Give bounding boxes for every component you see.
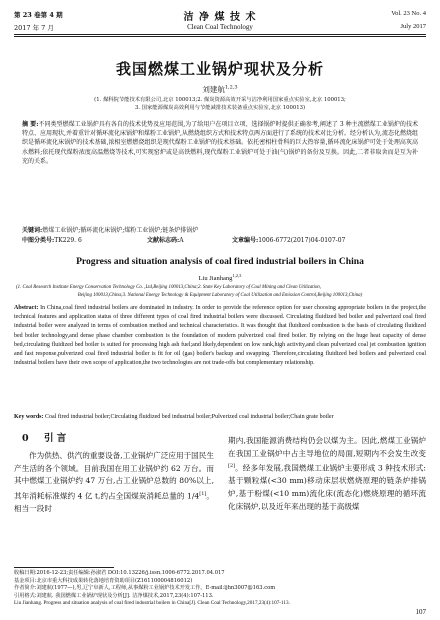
header-rule-top — [14, 34, 426, 35]
abstract-en-label: Abstract: — [14, 305, 39, 311]
abstract-en — [14, 304, 426, 368]
journal-name-en: Clean Coal Technology — [187, 23, 253, 31]
section-left-column — [14, 430, 214, 516]
author-en — [0, 273, 440, 282]
intro-paragraph-right: 期内,我国能源消费结构仍会以煤为主。因此,燃煤工业锅炉在我国工业锅炉中占主导地位的局面,短期内不会发生改变[2]。经多年发展,我国燃煤工业锅炉主要形成 3 种技术形式:基于颗粒煤(<30 mm)移动床层状燃烧原理的链条炉排锅炉,基于粉煤(<10 mm)流化床(流态化)燃烧原理的循环流化床锅炉,以及近年来出现的基于高级煤 — [228, 436, 426, 511]
author-name-en: Liu Jianhang — [198, 275, 233, 283]
footnote-author-bio: 作者简介:刘建航(1977—),男,辽宁阜新人,工程师,从事煤粉工业锅炉技术开发工作。E-mail:ljhn3007@163.com — [14, 585, 276, 592]
section-right-column — [228, 435, 426, 513]
author-name-cn: 刘建航 — [202, 85, 225, 94]
footnote-citation-en: Liu Jianhang. Progress and situation analysis of coal fired industrial boilers in China[J]. Clean Coal Technology,2017,23(4):107-113. — [14, 600, 290, 607]
footnote-rule — [14, 567, 114, 568]
article-title-en: Progress and situation analysis of coal fired industrial boilers in China — [76, 256, 364, 267]
keywords-cn-text: 燃煤工业锅炉;循环流化床锅炉;煤粉工业锅炉;链条炉排锅炉 — [42, 227, 199, 234]
keywords-cn-label: 关键词: — [22, 227, 43, 234]
classification-cn — [22, 236, 418, 246]
keywords-en — [14, 413, 426, 422]
author-cn — [0, 84, 440, 95]
abstract-cn-text: 不同类型燃煤工业锅炉具有各自的技术优势及应用范围,为了给用户在项目立项、选择锅炉时提供正确参考,阐述了 3 种主流燃煤工业锅炉的技术特点、应用现状,并着重针对循环流化床锅炉和煤粉工业锅炉,从燃烧组织方式和技术特点两方面进行了系统的技术对比分析。经分析认为,流态化燃烧组织是循环流化床锅炉的技术基础,浓相室燃燃烧组织是现代煤粉工业锅炉的技术基础。依托密相柱骨科的巨大热容量,循环流化床锅炉可处于处理高灰高水燃料;依托现代煤粉浓度高温燃烧等技术,可实现窑炉或是高铁燃料,现代煤粉工业锅炉可处于油(气)锅炉的备份及互换。因此,二者非取舍而是互为补充的关系。 — [22, 121, 418, 165]
volume-issue-en: Vol. 23 No. 4 — [391, 10, 426, 17]
running-header-top — [14, 10, 426, 22]
clc-number: 中图分类号:TK229. 6 — [22, 237, 82, 244]
affiliations-cn — [0, 96, 440, 112]
affiliation-cn-line-2: 3. 国家能源煤炭高效利用与节能减排技术装备重点实验室,北京 100013) — [134, 105, 306, 111]
keywords-cn — [22, 226, 418, 235]
section-number: 0 — [22, 433, 29, 444]
author-affil-marks-cn: 1,2,3 — [224, 84, 238, 91]
journal-name-cn: 洁 净 煤 技 术 — [183, 12, 257, 23]
abstract-cn-label: 摘 要: — [22, 121, 39, 128]
article-title-cn: 我国燃煤工业锅炉现状及分析 — [115, 60, 324, 78]
footnotes — [14, 570, 426, 608]
reference-marker: [1] — [199, 490, 207, 497]
intro-paragraph-left: 作为供热、供汽的重要设备,工业锅炉广泛应用于国民生产生活的各个领域。目前我国在用工业锅炉约 62 万台。而其中燃煤工业锅炉约 47 万台,占工业锅炉总数的 80%以上,其年消耗标准煤约 4 亿 t,约占全国煤炭消耗总量的 1/4[1]。相当一段时 — [14, 451, 215, 513]
footnote-citation-cn: 引用格式:刘建航. 我国燃煤工业锅炉现状及分析[J]. 洁净煤技术,2017,23(4):107-113. — [14, 592, 214, 599]
running-header-bottom — [14, 23, 426, 33]
footnote-received: 收稿日期:2016-12-23;责任编辑:孙淑君 DOI:10.13226/j.issn.1006-6772.2017.04.017 — [14, 570, 225, 576]
footnote-fund: 基金项目:北京市重大科技成果转化落地培育资助项目(Z161100004816012) — [14, 577, 193, 584]
affiliation-cn-line-1: (1. 煤科院节能技术有限公司,北京 100013;2. 煤炭资源高效开采与洁净利用国家重点实验室,北京 100013; — [94, 97, 346, 103]
header-rule-bottom — [14, 36, 426, 37]
author-affil-marks-en: 1,2,3 — [232, 273, 242, 278]
date-cn: 2017 年 7 月 — [14, 24, 54, 32]
affiliation-en-line-2: Beijing 100013,China;3. National Energy Technology & Equipment Laboratory of Coal Utilization and Emission Control,Beijing 100013,China) — [77, 292, 363, 298]
affiliation-en-line-1: (1. Coal Research Institute Energy Conservation Technology Co. ,Ltd,Beijing 100013,China;2. State Key Laboratory of Coal Mining and Clean Utilization, — [16, 285, 321, 290]
abstract-cn — [22, 120, 418, 166]
volume-issue: 第 23 卷第 4 期 — [14, 11, 63, 19]
page-number: 107 — [415, 608, 426, 616]
document-code: 文献标志码:A — [147, 237, 184, 244]
keywords-en-label: Key words: — [14, 414, 44, 420]
article-number: 文章编号:1006-6772(2017)04-0107-07 — [232, 237, 346, 244]
keywords-en-text: Coal fired industrial boiler;Circulating fluidized bed industrial boiler;Pulverized coal industrial boiler;Chain grate boiler — [45, 414, 334, 420]
abstract-en-text: In China,coal fired industrial boilers are dominated in industry. In order to provide the reference option for user choosing appropriate boilers in the project,the technical features and application status of three different types of coal fired industrial boilers were discussed. Circulating fluidized bed boiler and pulverized coal fired industrial boiler were analyzed in terms of combustion method and technical characteristics. It was thought that fluidized combustion is the basis of circulating fluidized bed boiler technology,and dense phase chamber combustion is the foundation of modern pulverized coal fired boiler. By relying on the huge heat capacity of dense bed,circulating fluidized bed boiler is suited for processing high ash fuel;and likely,dependent on low rank,high activity,and clean pulverized coal jet combustion ignition and fast response,pulverized coal fired industrial boiler is fit for oil (gas) boiler's backup and swapping. Therefore,circulating fluidized bed boilers and pulverized coal industrial boilers have their own scope of application,the two technologies are not trade-offs but complementary relationship. — [14, 305, 426, 367]
section-heading — [22, 430, 214, 444]
affiliations-en — [16, 284, 424, 299]
section-title: 引 言 — [43, 433, 67, 444]
date-en: July 2017 — [400, 23, 426, 30]
reference-marker: [2] — [228, 463, 236, 470]
